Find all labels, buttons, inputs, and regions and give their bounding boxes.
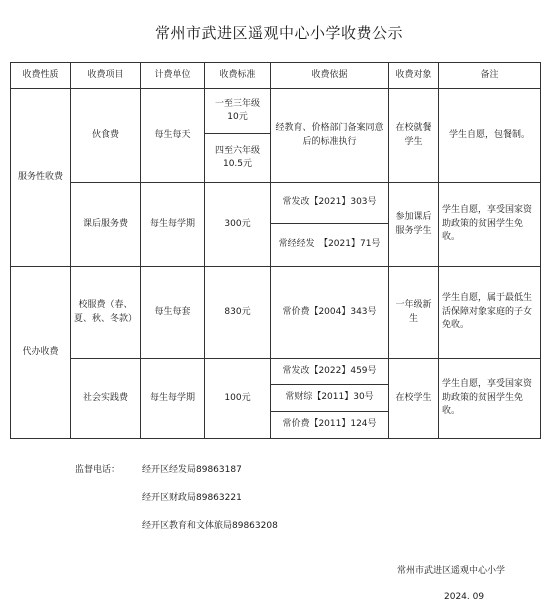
meal-std-2: 四至六年级 10.5元 — [205, 134, 271, 183]
afterschool-item: 课后服务费 — [71, 183, 141, 267]
header-cell: 收费标准 — [205, 63, 271, 89]
practice-basis-3: 常价费【2011】124号 — [271, 412, 389, 439]
footer-org: 常州市武进区遥观中心小学 — [397, 566, 506, 576]
meal-std-1: 一至三年级 10元 — [205, 89, 271, 134]
group-proxy: 代办收费 — [11, 267, 71, 439]
practice-basis-2: 常财综【2011】30号 — [271, 385, 389, 412]
uniform-basis: 常价费【2004】343号 — [271, 267, 389, 359]
footer-date: 2024. 09 — [444, 592, 485, 602]
afterschool-std: 300元 — [205, 183, 271, 267]
uniform-item: 校服费（春、夏、秋、冬款） — [71, 267, 141, 359]
practice-unit: 每生每学期 — [141, 359, 205, 439]
page-title: 常州市武进区遥观中心小学收费公示 — [154, 24, 403, 42]
meal-remark: 学生自愿，包餐制。 — [439, 89, 541, 183]
practice-std: 100元 — [205, 359, 271, 439]
supervision-line: 经开区财政局89863221 — [142, 493, 242, 503]
afterschool-basis-1: 常发改【2021】303号 — [271, 183, 389, 224]
supervision-line: 经开区经发局89863187 — [142, 465, 242, 475]
practice-basis-1: 常发改【2022】459号 — [271, 359, 389, 385]
uniform-std: 830元 — [205, 267, 271, 359]
practice-target: 在校学生 — [389, 359, 439, 439]
practice-remark: 学生自愿，享受国家资助政策的贫困学生免收。 — [439, 359, 541, 439]
uniform-remark: 学生自愿，属于最低生活保障对象家庭的子女免收。 — [439, 267, 541, 359]
meal-basis: 经教育、价格部门备案同意后的标准执行 — [271, 89, 389, 183]
uniform-unit: 每生每套 — [141, 267, 205, 359]
header-cell: 收费对象 — [389, 63, 439, 89]
afterschool-basis-2: 常经经发 【2021】71号 — [271, 224, 389, 267]
header-cell: 计费单位 — [141, 63, 205, 89]
supervision-label: 监督电话： — [75, 465, 121, 475]
uniform-target: 一年级新生 — [389, 267, 439, 359]
header-cell: 收费性质 — [11, 63, 71, 89]
afterschool-remark: 学生自愿，享受国家资助政策的贫困学生免收。 — [439, 183, 541, 267]
afterschool-target: 参加课后服务学生 — [389, 183, 439, 267]
header-cell: 收费依据 — [271, 63, 389, 89]
supervision-line: 经开区教育和文体旅局89863208 — [142, 521, 278, 531]
header-cell: 备注 — [439, 63, 541, 89]
afterschool-unit: 每生每学期 — [141, 183, 205, 267]
header-cell: 收费项目 — [71, 63, 141, 89]
practice-item: 社会实践费 — [71, 359, 141, 439]
group-service: 服务性收费 — [11, 89, 71, 267]
meal-item: 伙食费 — [71, 89, 141, 183]
meal-target: 在校就餐学生 — [389, 89, 439, 183]
meal-unit: 每生每天 — [141, 89, 205, 183]
